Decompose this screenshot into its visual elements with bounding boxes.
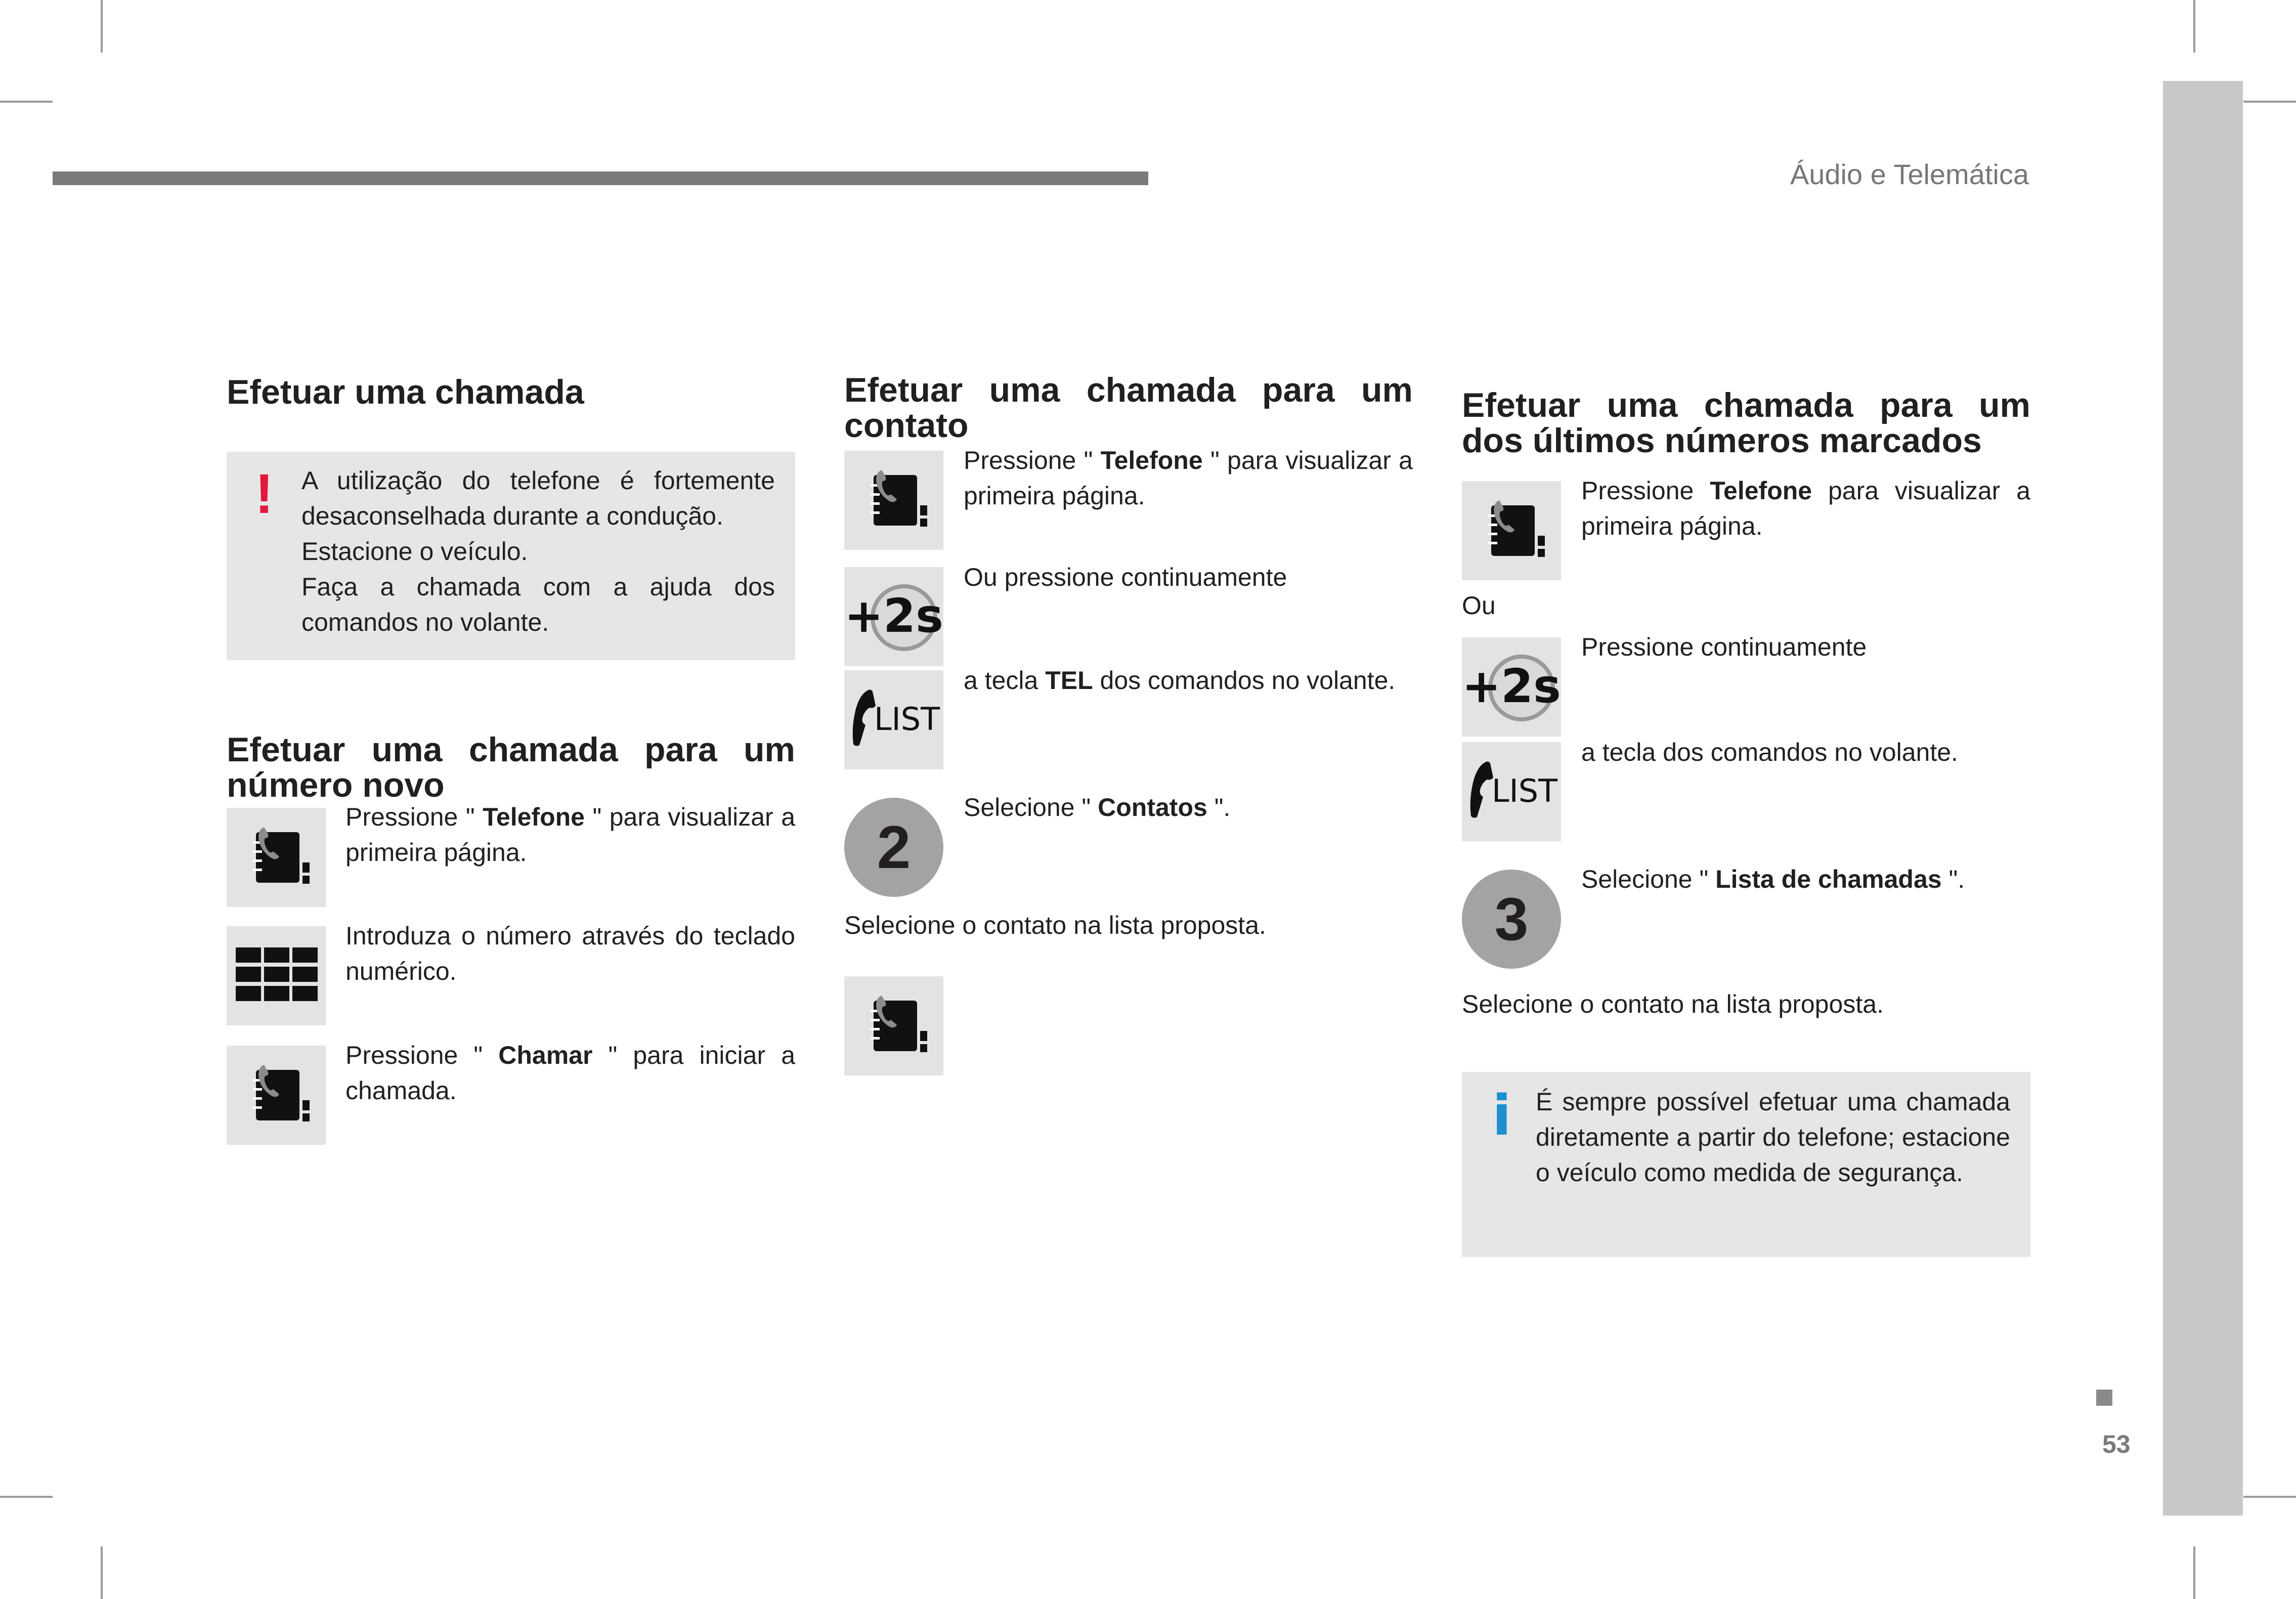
select-text: Selecione " Contatos ". xyxy=(964,793,1231,822)
crop-mark xyxy=(2193,1546,2195,1599)
crop-mark xyxy=(2243,101,2296,103)
step-text: Pressione " Chamar " para iniciar a chamada. xyxy=(345,1041,796,1105)
step-text: Pressione " Telefone " para visualizar a primeira página. xyxy=(964,446,1413,510)
hold-label: +2s xyxy=(1462,659,1561,713)
or-text: Ou pressione continuamente xyxy=(964,563,1287,591)
phone-book-icon[interactable] xyxy=(227,1046,326,1145)
select-contact-text: Selecione o contato na lista proposta. xyxy=(1462,990,1884,1018)
col3-title: Efetuar uma chamada para um dos últimos números marcados xyxy=(1462,386,2030,460)
crop-mark xyxy=(101,0,103,53)
page-marker xyxy=(2096,1390,2112,1406)
key-text: a tecla dos comandos no volante. xyxy=(1581,738,1958,766)
phone-book-icon[interactable] xyxy=(844,451,943,550)
hold-label: +2s xyxy=(844,589,943,643)
press-hold-text: Pressione continuamente xyxy=(1581,633,1867,661)
col2-title: Efetuar uma chamada para um contato xyxy=(844,371,1413,445)
hold-2s-icon[interactable] xyxy=(1462,637,1561,737)
hold-2s-icon[interactable] xyxy=(844,567,943,666)
info-text: É sempre possível efetuar uma chamada diretamente a partir do telefone; estacione o veículo como medida de segurança. xyxy=(1536,1088,2010,1187)
keypad-icon[interactable] xyxy=(227,926,326,1025)
header-bar xyxy=(53,171,1148,185)
select-text: Selecione " Lista de chamadas ". xyxy=(1581,865,1965,893)
side-strip xyxy=(2163,81,2243,1516)
col1-title: Efetuar uma chamada xyxy=(227,373,584,411)
step-text: Pressione Telefone para visualizar a primeira página. xyxy=(1581,477,2030,540)
step-number-badge: 2 xyxy=(844,798,943,897)
list-key-icon[interactable] xyxy=(844,670,943,769)
step-text: Pressione " Telefone " para visualizar a primeira página. xyxy=(345,803,795,867)
tel-text: a tecla TEL dos comandos no volante. xyxy=(964,666,1396,695)
crop-mark xyxy=(101,1546,103,1599)
phone-book-icon[interactable] xyxy=(844,976,943,1075)
or-text: Ou xyxy=(1462,591,1496,620)
phone-book-icon[interactable] xyxy=(227,808,326,907)
step-text: Introduza o número através do teclado numérico. xyxy=(345,922,795,985)
warning-line: Estacione o veículo. xyxy=(301,537,528,566)
warning-note xyxy=(227,452,795,660)
warning-text xyxy=(301,463,775,640)
step-number-badge: 3 xyxy=(1462,870,1561,969)
info-icon: i xyxy=(1492,1083,1511,1148)
section-title: Áudio e Telemática xyxy=(1790,158,2029,190)
phone-book-icon[interactable] xyxy=(1462,481,1561,580)
page-number: 53 xyxy=(2102,1430,2131,1458)
crop-mark xyxy=(2193,0,2195,53)
warning-line: A utilização do telefone é fortemente desaconselhada durante a condução. xyxy=(301,466,775,530)
warning-line: Faça a chamada com a ajuda dos comandos no volante. xyxy=(301,573,775,636)
crop-mark xyxy=(0,101,53,103)
col1-subtitle: Efetuar uma chamada para um número novo xyxy=(227,730,795,804)
crop-mark xyxy=(0,1496,53,1498)
crop-mark xyxy=(2243,1496,2296,1498)
select-contact-text: Selecione o contato na lista proposta. xyxy=(844,911,1266,939)
list-label: LIST xyxy=(874,701,940,738)
warning-icon: ! xyxy=(255,463,274,525)
list-key-icon[interactable] xyxy=(1462,742,1561,841)
info-note xyxy=(1462,1072,2030,1257)
list-label: LIST xyxy=(1491,772,1558,809)
